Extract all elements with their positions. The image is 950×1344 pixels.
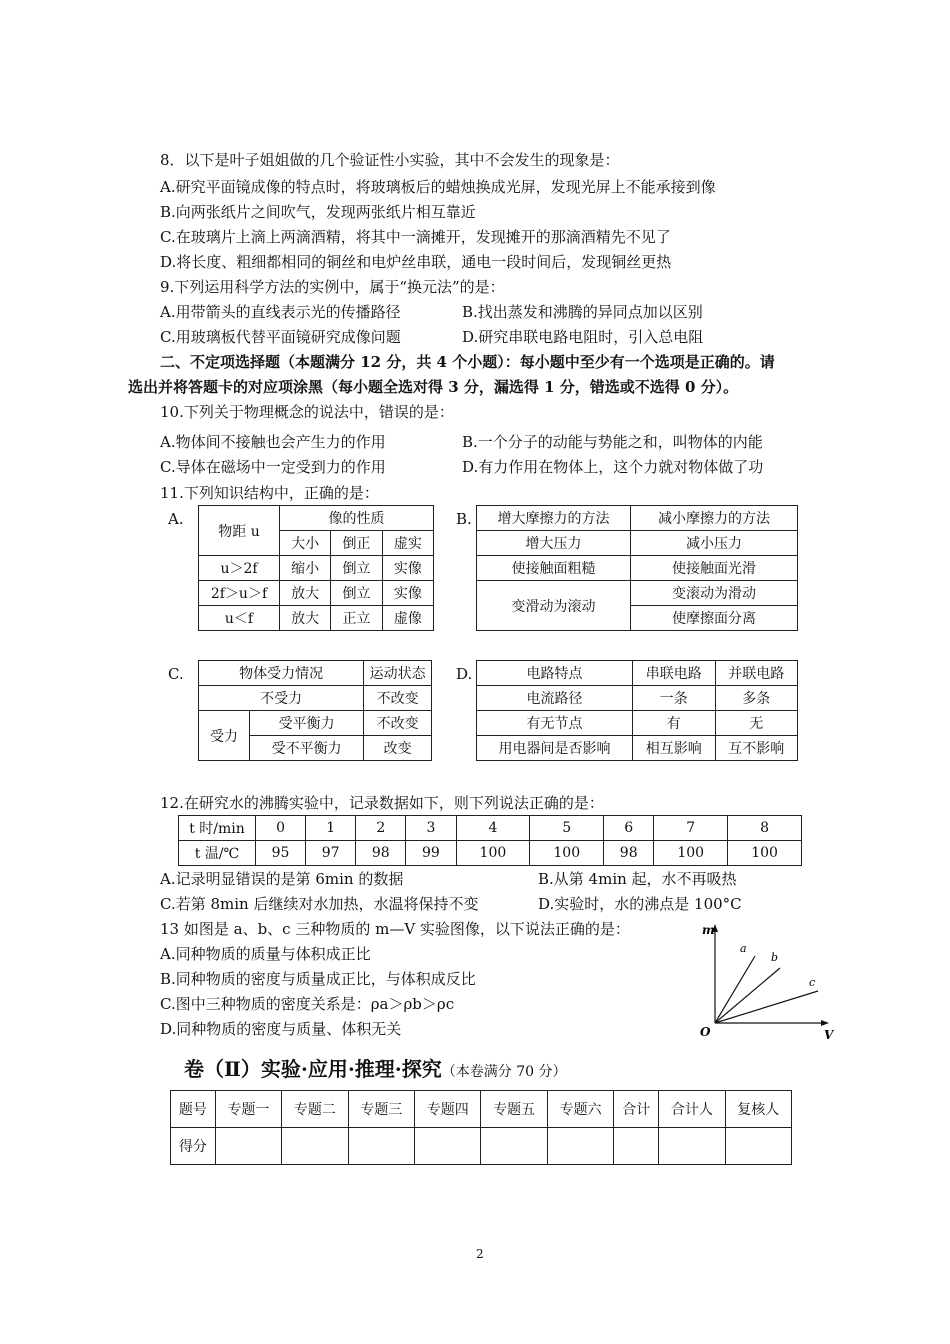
- q11-stem: 11.下列知识结构中，正确的是：: [160, 484, 379, 502]
- table-cell: 99: [406, 841, 456, 866]
- line-a-label: a: [740, 942, 747, 955]
- table-cell: 4: [456, 816, 530, 841]
- q10-option-b: B.一个分子的动能与势能之和，叫物体的内能: [462, 433, 763, 451]
- table-cell: 使接触面光滑: [631, 556, 798, 581]
- table-cell: 无: [715, 711, 798, 736]
- table-cell: 改变: [364, 736, 432, 761]
- q9-option-a: A.用带箭头的直线表示光的传播路径: [160, 303, 401, 321]
- q9-option-b: B.找出蒸发和沸腾的异同点加以区别: [462, 303, 703, 321]
- table-cell: 3: [406, 816, 456, 841]
- table-cell: 8: [728, 816, 802, 841]
- q11-label-b: B.: [456, 510, 472, 528]
- q8-option-d: D.将长度、粗细都相同的铜丝和电炉丝串联，通电一段时间后，发现铜丝更热: [160, 253, 672, 271]
- table-cell: 用电器间是否影响: [477, 736, 633, 761]
- q13-option-a: A.同种物质的质量与体积成正比: [160, 945, 371, 963]
- score-table-header: 专题五: [481, 1091, 547, 1128]
- score-cell[interactable]: [614, 1128, 659, 1165]
- table-cell: 使接触面粗糙: [477, 556, 631, 581]
- table-c-header-motion: 运动状态: [364, 661, 432, 686]
- q8-stem: 8．以下是叶子姐姐做的几个验证性小实验，其中不会发生的现象是：: [160, 151, 620, 169]
- q10-option-c: C.导体在磁场中一定受到力的作用: [160, 458, 386, 476]
- table-cell: 变滑动为滚动: [477, 581, 631, 631]
- score-table-header: 专题一: [215, 1091, 281, 1128]
- x-axis-label: V: [824, 1028, 834, 1042]
- score-table-header: 合计: [614, 1091, 659, 1128]
- table-cell: 实像: [382, 556, 433, 581]
- score-table-header: 复核人: [725, 1091, 791, 1128]
- origin-label: O: [700, 1025, 711, 1039]
- table-a-header-orientation: 倒正: [331, 531, 382, 556]
- q13-option-b: B.同种物质的密度与质量成正比，与体积成反比: [160, 970, 476, 988]
- q12-option-b: B.从第 4min 起，水不再吸热: [538, 870, 737, 888]
- table-cell: 受不平衡力: [250, 736, 364, 761]
- table-b-header-decrease: 减小摩擦力的方法: [631, 506, 798, 531]
- line-c: [715, 991, 818, 1023]
- page-number: 2: [476, 1247, 484, 1261]
- table-cell: 增大压力: [477, 531, 631, 556]
- table-cell: 实像: [382, 581, 433, 606]
- q8-option-a: A.研究平面镜成像的特点时，将玻璃板后的蜡烛换成光屏，发现光屏上不能承接到像: [160, 178, 716, 196]
- score-cell[interactable]: [415, 1128, 481, 1165]
- score-table-header: 合计人: [659, 1091, 725, 1128]
- q11-label-a: A.: [168, 510, 184, 528]
- score-cell[interactable]: [659, 1128, 725, 1165]
- table-cell: 不受力: [199, 686, 364, 711]
- table-cell: 98: [356, 841, 406, 866]
- section2-instructions-line2: 选出并将答题卡的对应项涂黑（每小题全选对得 3 分，漏选得 1 分，错选或不选得 0 分）。: [128, 378, 739, 396]
- table-cell: 6: [604, 816, 654, 841]
- score-cell[interactable]: [215, 1128, 281, 1165]
- x-axis-arrow: [821, 1020, 829, 1026]
- table-cell: 2: [356, 816, 406, 841]
- q12-stem: 12.在研究水的沸腾实验中，记录数据如下，则下列说法正确的是：: [160, 794, 604, 812]
- table-cell: 有无节点: [477, 711, 633, 736]
- score-cell[interactable]: [348, 1128, 414, 1165]
- q11-table-a: [198, 505, 434, 631]
- table-cell: 多条: [715, 686, 798, 711]
- q10-stem: 10.下列关于物理概念的说法中，错误的是：: [160, 403, 454, 421]
- q12-data-table: [178, 815, 802, 866]
- score-cell[interactable]: [547, 1128, 613, 1165]
- table-cell: 不改变: [364, 711, 432, 736]
- q11-table-b: [476, 505, 798, 631]
- q9-stem: 9.下列运用科学方法的实例中，属于“换元法”的是：: [160, 278, 505, 296]
- table-cell: 100: [456, 841, 530, 866]
- table-cell: 100: [654, 841, 728, 866]
- table-cell: 7: [654, 816, 728, 841]
- table-cell: 相互影响: [633, 736, 716, 761]
- table-cell: 倒立: [331, 556, 382, 581]
- table-cell: 2f＞u＞f: [199, 581, 280, 606]
- part2-title-text: 卷（Ⅱ）实验·应用·推理·探究: [184, 1057, 442, 1081]
- y-axis-label: m: [702, 923, 715, 937]
- table-cell: 受力: [199, 711, 250, 761]
- table-cell: 减小压力: [631, 531, 798, 556]
- score-cell[interactable]: [481, 1128, 547, 1165]
- q8-option-b: B.向两张纸片之间吹气，发现两张纸片相互靠近: [160, 203, 476, 221]
- table-cell: 97: [306, 841, 356, 866]
- table-cell: 互不影响: [715, 736, 798, 761]
- table-cell: 95: [256, 841, 306, 866]
- q11-label-d: D.: [456, 665, 473, 683]
- table-b-header-increase: 增大摩擦力的方法: [477, 506, 631, 531]
- table-d-header-parallel: 并联电路: [715, 661, 798, 686]
- table-cell: 一条: [633, 686, 716, 711]
- table-cell: u＜f: [199, 606, 280, 631]
- q13-mv-graph: [690, 918, 840, 1043]
- part2-title: [184, 1053, 566, 1082]
- table-cell: 1: [306, 816, 356, 841]
- part2-title-note: （本卷满分 70 分）: [441, 1064, 567, 1080]
- score-table-header: 专题二: [282, 1091, 348, 1128]
- table-cell: 虚像: [382, 606, 433, 631]
- q12-option-a: A.记录明显错误的是第 6min 的数据: [160, 870, 404, 888]
- score-cell[interactable]: [282, 1128, 348, 1165]
- table-a-header-size: 大小: [280, 531, 331, 556]
- table-cell: 有: [633, 711, 716, 736]
- q12-option-c: C.若第 8min 后继续对水加热，水温将保持不变: [160, 895, 479, 913]
- q12-option-d: D.实验时，水的沸点是 100°C: [538, 895, 742, 913]
- score-table-header: 专题六: [547, 1091, 613, 1128]
- table-cell: 使摩擦面分离: [631, 606, 798, 631]
- score-table-header: 题号: [171, 1091, 216, 1128]
- table-cell: 放大: [280, 606, 331, 631]
- table-cell: 100: [530, 841, 604, 866]
- line-c-label: c: [809, 976, 816, 989]
- table-cell: 100: [728, 841, 802, 866]
- section2-instructions-line1: 二、不定项选择题（本题满分 12 分，共 4 个小题）：每小题中至少有一个选项是正确的。请: [160, 353, 775, 371]
- table-d-header-series: 串联电路: [633, 661, 716, 686]
- table-cell: 5: [530, 816, 604, 841]
- table-d-header-feature: 电路特点: [477, 661, 633, 686]
- table-c-header-force: 物体受力情况: [199, 661, 364, 686]
- table-cell: 变滚动为滑动: [631, 581, 798, 606]
- line-b-label: b: [771, 951, 779, 964]
- q13-option-d: D.同种物质的密度与质量、体积无关: [160, 1020, 402, 1038]
- score-table-header: 专题三: [348, 1091, 414, 1128]
- q9-option-d: D.研究串联电路电阻时，引入总电阻: [462, 328, 704, 346]
- score-table: [170, 1090, 792, 1165]
- q11-table-c: [198, 660, 432, 761]
- score-cell[interactable]: [725, 1128, 791, 1165]
- table-cell: 倒立: [331, 581, 382, 606]
- table-row-header-temperature: t 温/℃: [179, 841, 256, 866]
- q11-table-d: [476, 660, 798, 761]
- table-a-header-nature: 像的性质: [280, 506, 434, 531]
- table-cell: 受平衡力: [250, 711, 364, 736]
- table-cell: 缩小: [280, 556, 331, 581]
- table-a-header-distance: 物距 u: [199, 506, 280, 556]
- score-table-header: 专题四: [415, 1091, 481, 1128]
- table-cell: 放大: [280, 581, 331, 606]
- q8-option-c: C.在玻璃片上滴上两滴酒精，将其中一滴摊开，发现摊开的那滴酒精先不见了: [160, 228, 671, 246]
- q10-option-d: D.有力作用在物体上，这个力就对物体做了功: [462, 458, 764, 476]
- table-cell: 0: [256, 816, 306, 841]
- table-cell: 不改变: [364, 686, 432, 711]
- table-a-header-type: 虚实: [382, 531, 433, 556]
- table-cell: 正立: [331, 606, 382, 631]
- table-cell: u＞2f: [199, 556, 280, 581]
- q13-option-c: C.图中三种物质的密度关系是：ρa＞ρb＞ρc: [160, 995, 455, 1013]
- q13-stem: 13 如图是 a、b、c 三种物质的 m—V 实验图像，以下说法正确的是：: [160, 920, 630, 938]
- score-row-label: 得分: [171, 1128, 216, 1165]
- table-cell: 电流路径: [477, 686, 633, 711]
- table-cell: 98: [604, 841, 654, 866]
- q11-label-c: C.: [168, 665, 184, 683]
- table-row-header-time: t 时/min: [179, 816, 256, 841]
- q10-option-a: A.物体间不接触也会产生力的作用: [160, 433, 386, 451]
- line-b: [715, 968, 780, 1023]
- q9-option-c: C.用玻璃板代替平面镜研究成像问题: [160, 328, 401, 346]
